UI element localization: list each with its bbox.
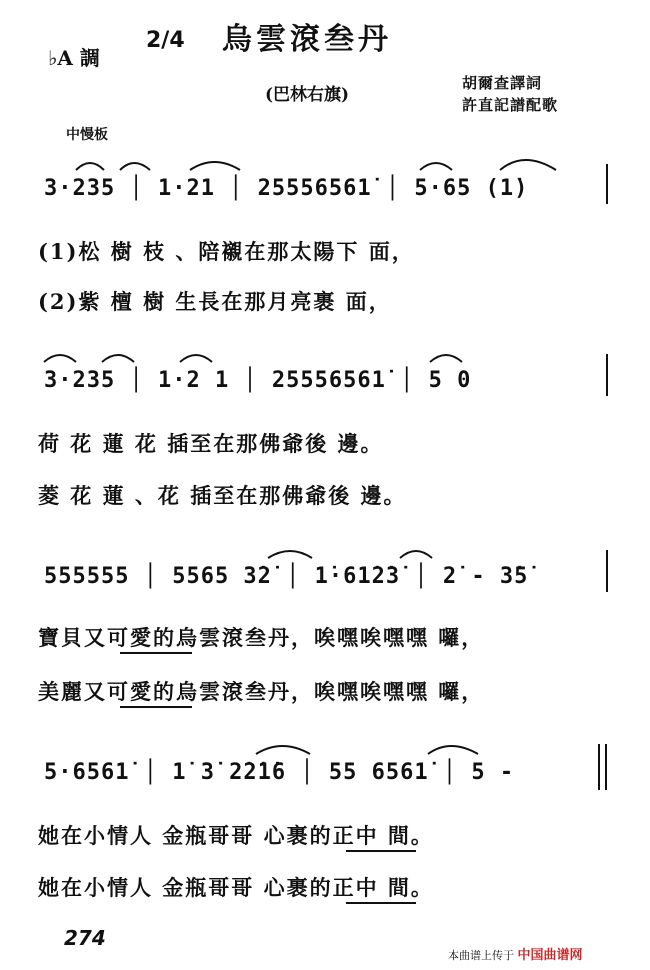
footer-watermark xyxy=(448,944,583,963)
page-number: 274 xyxy=(64,926,106,950)
song-origin: (巴林右旗) xyxy=(265,85,350,105)
arranger-credit: 許直記譜配歌 xyxy=(462,96,559,114)
lyric-line-2b: 菱 花 蓮 、花 插至在那佛爺後 邊。 xyxy=(38,483,407,508)
time-signature: 2/4 xyxy=(146,28,185,53)
translator-credit: 胡爾查譯詞 xyxy=(462,74,543,92)
footer-text: 本曲谱上传于 xyxy=(448,949,514,962)
lyric-line-1a: (1)松 樹 枝 、陪襯在那太陽下 面， xyxy=(38,239,415,264)
lyric-line-3a: 寶貝又可愛的烏雲滾叁丹，唉嘿唉嘿嘿 囉， xyxy=(38,625,485,650)
song-title: 烏雲滾叁丹 xyxy=(222,22,392,57)
lyric-line-4b: 她在小情人 金瓶哥哥 心裹的正中 間。 xyxy=(38,875,434,900)
lyric-line-3b: 美麗又可愛的烏雲滾叁丹，唉嘿唉嘿嘿 囉， xyxy=(38,679,485,704)
lyric-line-1b: (2)紫 檀 樹 生長在那月亮裹 面， xyxy=(38,289,392,314)
key-signature: ♭A 調 xyxy=(48,46,100,70)
notation-line-4: 5·6561̇ │ 1̇ 3̇ 2̇2̇1̇6 │ 55 6561̇ │ 5 - xyxy=(44,760,515,785)
notation-line-3: 555555 │ 5565 3̇2̇ │ 1̇·61̇2̇3̇ │ 2̇ - 3̇5̇ xyxy=(44,564,529,589)
tempo-marking: 中慢板 xyxy=(66,127,108,143)
notation-line-1: 3·235 │ 1·21 │ 25556561̇ │ 5·65 (1̇) xyxy=(44,176,529,201)
lyric-line-4a: 她在小情人 金瓶哥哥 心裹的正中 間。 xyxy=(38,823,434,848)
notation-line-2: 3·235 │ 1·2 1 │ 25556561̇ │ 5 0 xyxy=(44,368,472,393)
lyric-line-2a: 荷 花 蓮 花 插至在那佛爺後 邊。 xyxy=(38,431,384,456)
footer-site: 中国曲谱网 xyxy=(517,948,583,963)
